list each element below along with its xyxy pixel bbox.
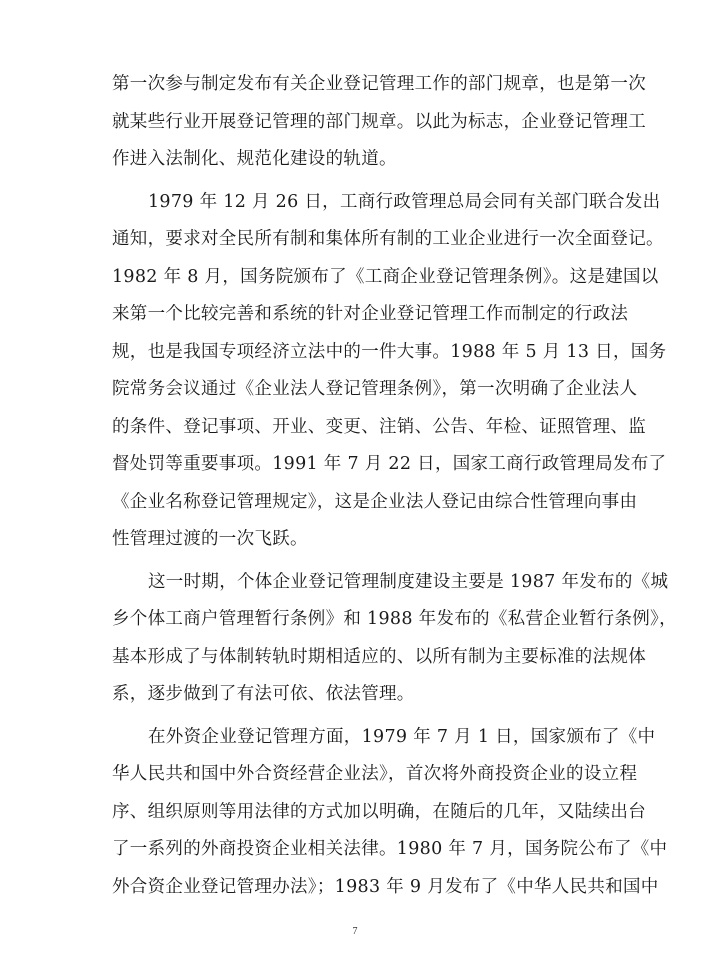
text-line: 这一时期，个体企业登记管理制度建设主要是 1987 年发布的《城 [148, 571, 669, 592]
body-text [112, 66, 677, 906]
paragraph-1 [112, 66, 646, 179]
text-line: 院常务会议通过《企业法人登记管理条例》，第一次明确了企业法人 [112, 379, 638, 399]
text-line: 《企业名称登记管理规定》，这是企业法人登记由综合性管理向事由 [112, 491, 638, 512]
text-line: 1982 年 8 月，国务院颁布了《工商企业登记管理条例》。这是建国以 [112, 266, 659, 287]
paragraph-3 [112, 564, 677, 714]
text-line: 乡个体工商户管理暂行条例》和 1988 年发布的《私营企业暂行条例》， [112, 609, 677, 629]
text-line: 督处罚等重要事项。1991 年 7 月 22 日，国家工商行政管理局发布了 [112, 454, 667, 474]
text-line: 第一次参与制定发布有关企业登记管理工作的部门规章，也是第一次 [112, 74, 646, 94]
text-line: 系，逐步做到了有法可依、依法管理。 [112, 684, 415, 704]
text-line: 作进入法制化、规范化建设的轨道。 [112, 149, 397, 169]
page-number: 7 [352, 926, 358, 937]
text-line: 的条件、登记事项、开业、变更、注销、公告、年检、证照管理、监 [112, 416, 646, 437]
text-line: 性管理过渡的一次飞跃。 [112, 529, 308, 549]
text-line: 外合资企业登记管理办法》；1983 年 9 月发布了《中华人民共和国中 [112, 876, 659, 897]
text-line: 1979 年 12 月 26 日，工商行政管理总局会同有关部门联合发出 [148, 191, 661, 212]
paragraph-4 [112, 719, 668, 907]
text-line: 通知，要求对全民所有制和集体所有制的工业企业进行一次全面登记。 [112, 229, 664, 249]
text-line: 基本形成了与体制转轨时期相适应的、以所有制为主要标准的法规体 [112, 646, 646, 667]
text-line: 就某些行业开展登记管理的部门规章。以此为标志，企业登记管理工 [112, 111, 646, 132]
text-line: 了一系列的外商投资企业相关法律。1980 年 7 月，国务院公布了《中 [112, 839, 668, 859]
text-line: 华人民共和国中外合资经营企业法》，首次将外商投资企业的设立程 [112, 764, 638, 784]
text-line: 在外资企业登记管理方面，1979 年 7 月 1 日，国家颁布了《中 [148, 726, 656, 747]
text-line: 序、组织原则等用法律的方式加以明确，在随后的几年，又陆续出台 [112, 801, 646, 822]
text-line: 规，也是我国专项经济立法中的一件大事。1988 年 5 月 13 日，国务 [112, 341, 667, 362]
paragraph-2 [112, 184, 667, 559]
text-line: 来第一个比较完善和系统的针对企业登记管理工作而制定的行政法 [112, 304, 629, 324]
